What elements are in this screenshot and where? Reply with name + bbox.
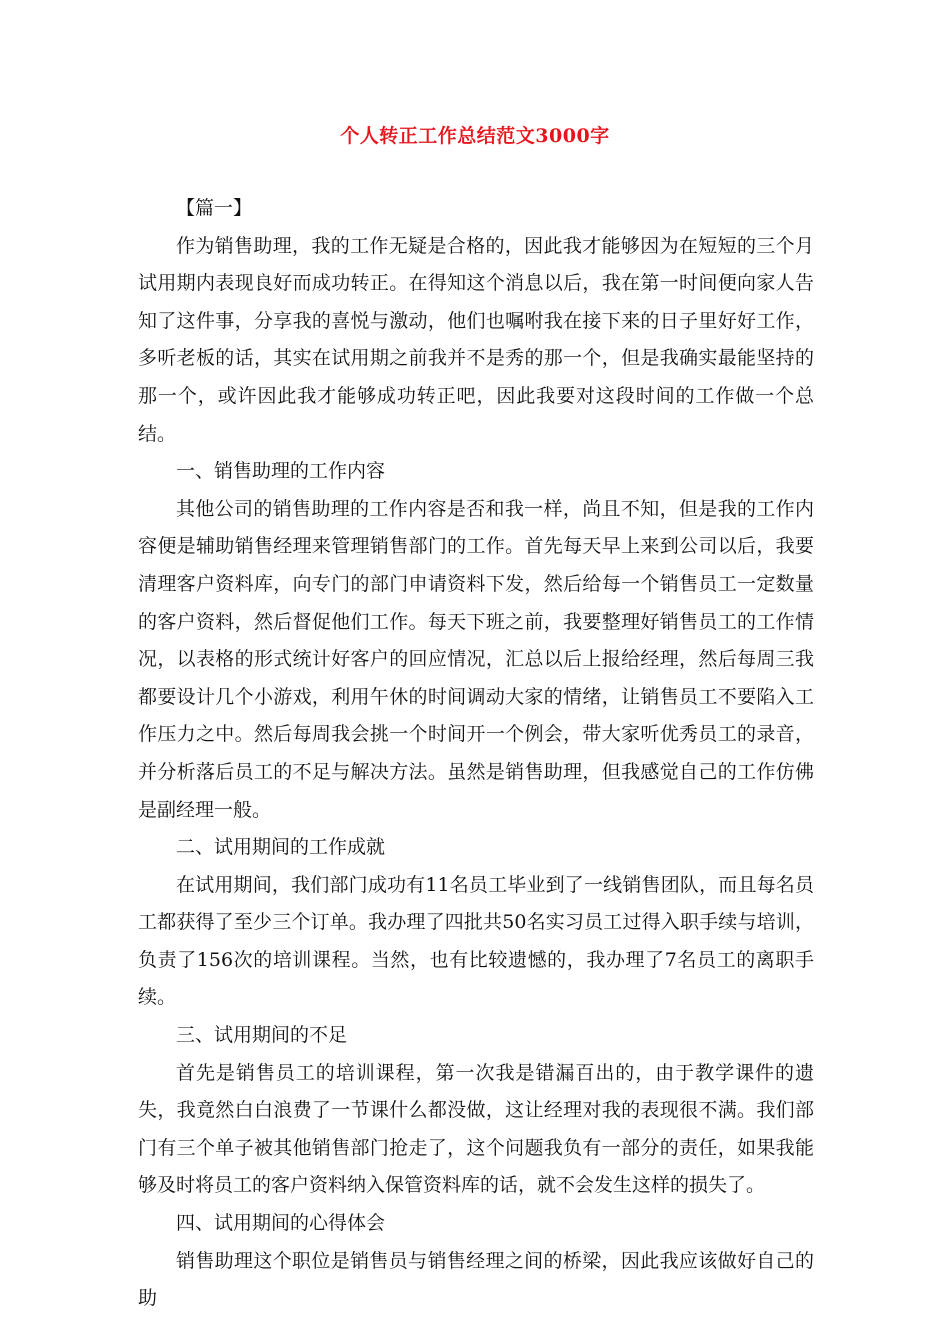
- heading-achievements: 二、试用期间的工作成就: [176, 836, 386, 859]
- heading-reflections: 四、试用期间的心得体会: [176, 1212, 386, 1235]
- heading-work-content: 一、销售助理的工作内容: [176, 460, 386, 483]
- paragraph-achievements: 在试用期间，我们部门成功有11名员工毕业到了一线销售团队，而且每名员工都获得了至少三个订单。我办理了四批共50名实习员工过得入职手续与培训，负责了156次的培训课程。当然，也有比较遗憾的，我办理了7名员工的离职手续。: [138, 873, 814, 1009]
- paragraph-intro: 作为销售助理，我的工作无疑是合格的，因此我才能够因为在短短的三个月试用期内表现良好而成功转正。在得知这个消息以后，我在第一时间便向家人告知了这件事，分享我的喜悦与激动，他们也嘱咐我在接下来的日子里好好工作，多听老板的话，其实在试用期之前我并不是秀的那一个，但是我确实最能坚持的那一个，或许因此我才能够成功转正吧，因此我要对这段时间的工作做一个总结。: [138, 234, 814, 445]
- section-label: 【篇一】: [176, 197, 253, 219]
- paragraph-shortcomings: 首先是销售员工的培训课程，第一次我是错漏百出的，由于教学课件的遗失，我竟然白白浪费了一节课什么都没做，这让经理对我的表现很不满。我们部门有三个单子被其他销售部门抢走了，这个问题我负有一部分的责任，如果我能够及时将员工的客户资料纳入保管资料库的话，就不会发生这样的损失了。: [138, 1061, 814, 1197]
- document-title: 个人转正工作总结范文3000字: [340, 125, 610, 147]
- document-body: [138, 190, 814, 1318]
- paragraph-work-content: 其他公司的销售助理的工作内容是否和我一样，尚且不知，但是我的工作内容便是辅助销售经理来管理销售部门的工作。首先每天早上来到公司以后，我要清理客户资料库，向专门的部门申请资料下发，然后给每一个销售员工一定数量的客户资料，然后督促他们工作。每天下班之前，我要整理好销售员工的工作情况，以表格的形式统计好客户的回应情况，汇总以后上报给经理，然后每周三我都要设计几个小游戏，利用午休的时间调动大家的情绪，让销售员工不要陷入工作压力之中。然后每周我会挑一个时间开一个例会，带大家听优秀员工的录音，并分析落后员工的不足与解决方法。虽然是销售助理，但我感觉自己的工作仿佛是副经理一般。: [138, 497, 814, 821]
- heading-shortcomings: 三、试用期间的不足: [176, 1024, 348, 1047]
- paragraph-reflections: 销售助理这个职位是销售员与销售经理之间的桥梁，因此我应该做好自己的助: [138, 1249, 814, 1310]
